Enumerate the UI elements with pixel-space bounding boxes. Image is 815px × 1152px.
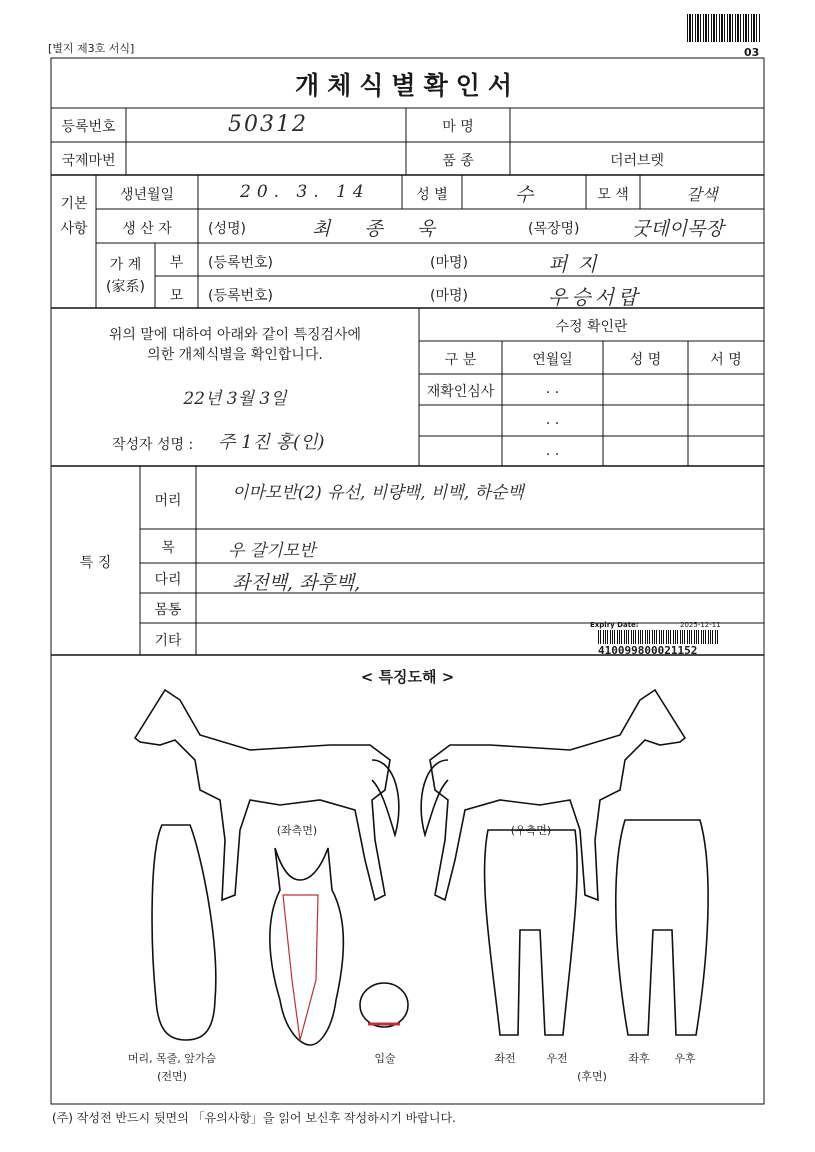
form-code: [별지 제3호 서식] xyxy=(48,42,135,55)
writer-value: 주 1진 홍(인) xyxy=(218,432,325,453)
right-side-label: (우측면) xyxy=(510,824,552,837)
legs-label: 다리 xyxy=(154,572,182,588)
body-label: 몸통 xyxy=(154,602,182,618)
statement-line2: 의한 개체식별을 확인합니다. xyxy=(147,347,323,363)
col-type: 구 분 xyxy=(444,352,477,368)
writer-label: 작성자 성명 : xyxy=(112,437,194,453)
head-label: 머리 xyxy=(154,493,182,509)
coat-label: 모 색 xyxy=(597,187,629,203)
dam-label: 모 xyxy=(169,288,184,304)
col-date: 연월일 xyxy=(532,352,573,368)
breed-label: 품 종 xyxy=(442,153,474,169)
basic-section-label: 기본사항 xyxy=(60,196,88,237)
page-number: 03 xyxy=(744,46,760,59)
neck-label: 목 xyxy=(161,540,175,556)
rear-view-label: (후면) xyxy=(577,1070,607,1083)
reg-no-label: 등록번호 xyxy=(61,119,116,135)
dam-name-sub: (마명) xyxy=(430,288,468,304)
lips-label: 입술 xyxy=(374,1052,396,1065)
right-hind-label: 우후 xyxy=(674,1052,696,1065)
sire-name-sub: (마명) xyxy=(430,255,468,271)
sire-label: 부 xyxy=(169,255,184,271)
reinspector-label: 재확인심사 xyxy=(426,384,495,400)
breeder-value: 최 종 욱 xyxy=(312,218,450,240)
revision-date-1: . . xyxy=(545,381,560,397)
right-front-label: 우전 xyxy=(546,1052,568,1065)
reg-no-value: 50312 xyxy=(228,112,308,137)
breeder-name-sub: (성명) xyxy=(208,221,246,237)
pedigree-hanja: (家系) xyxy=(106,279,145,295)
birth-value: 20. 3. 14 xyxy=(240,182,370,202)
features-section-label: 특 징 xyxy=(79,555,112,571)
birth-label: 생년월일 xyxy=(119,187,175,203)
col-sign: 서 명 xyxy=(710,352,742,368)
footer-note: (주) 작성전 반드시 뒷면의 「유의사항」을 읽어 보신후 작성하시기 바랍니다. xyxy=(52,1111,456,1125)
expiry-label: Expiry Date: xyxy=(590,621,639,629)
sex-label: 성 별 xyxy=(416,187,448,203)
sex-value: 수 xyxy=(514,184,534,206)
breeder-label: 생 산 자 xyxy=(122,221,172,237)
coat-value: 갈색 xyxy=(686,185,718,204)
revision-date-2: . . xyxy=(545,412,560,428)
diagram-title: < 특징도해 > xyxy=(360,668,455,686)
col-name: 성 명 xyxy=(629,352,662,368)
sire-value: 퍼지 xyxy=(548,252,607,276)
expiry-value: 2025-12-11 xyxy=(680,621,721,629)
statement-line1: 위의 말에 대하여 아래와 같이 특징검사에 xyxy=(108,327,362,343)
left-side-label: (좌측면) xyxy=(276,824,318,837)
revision-date-3: . . xyxy=(545,443,560,459)
farm-sub: (목장명) xyxy=(528,221,580,237)
legs-value: 좌전백, 좌후백, xyxy=(232,572,361,594)
dam-reg-sub: (등록번호) xyxy=(208,288,274,304)
intl-no-label: 국제마번 xyxy=(61,153,116,169)
horse-name-label: 마 명 xyxy=(442,119,474,135)
revision-title: 수정 확인란 xyxy=(555,319,628,335)
left-hind-label: 좌후 xyxy=(628,1052,650,1065)
sticker-code: 410099800021152 xyxy=(598,644,698,657)
left-front-label: 좌전 xyxy=(494,1052,516,1065)
farm-value: 굿데이목장 xyxy=(632,218,724,240)
dam-value: 우승서랍 xyxy=(548,285,642,309)
front-caption: 머리, 목줄, 앞가슴 xyxy=(127,1052,217,1065)
document-title: 개체식별확인서 xyxy=(294,71,521,100)
confirm-date: 22년 3월 3일 xyxy=(183,389,287,409)
pedigree-label: 가 계 xyxy=(109,257,142,273)
front-view-label: (전면) xyxy=(157,1070,187,1083)
neck-value: 우 갈기모반 xyxy=(228,541,316,561)
sire-reg-sub: (등록번호) xyxy=(208,255,274,271)
head-value: 이마모반(2) 유선, 비량백, 비백, 하순백 xyxy=(232,483,524,503)
other-label: 기타 xyxy=(154,633,182,649)
breed-value: 더러브렛 xyxy=(609,153,665,169)
